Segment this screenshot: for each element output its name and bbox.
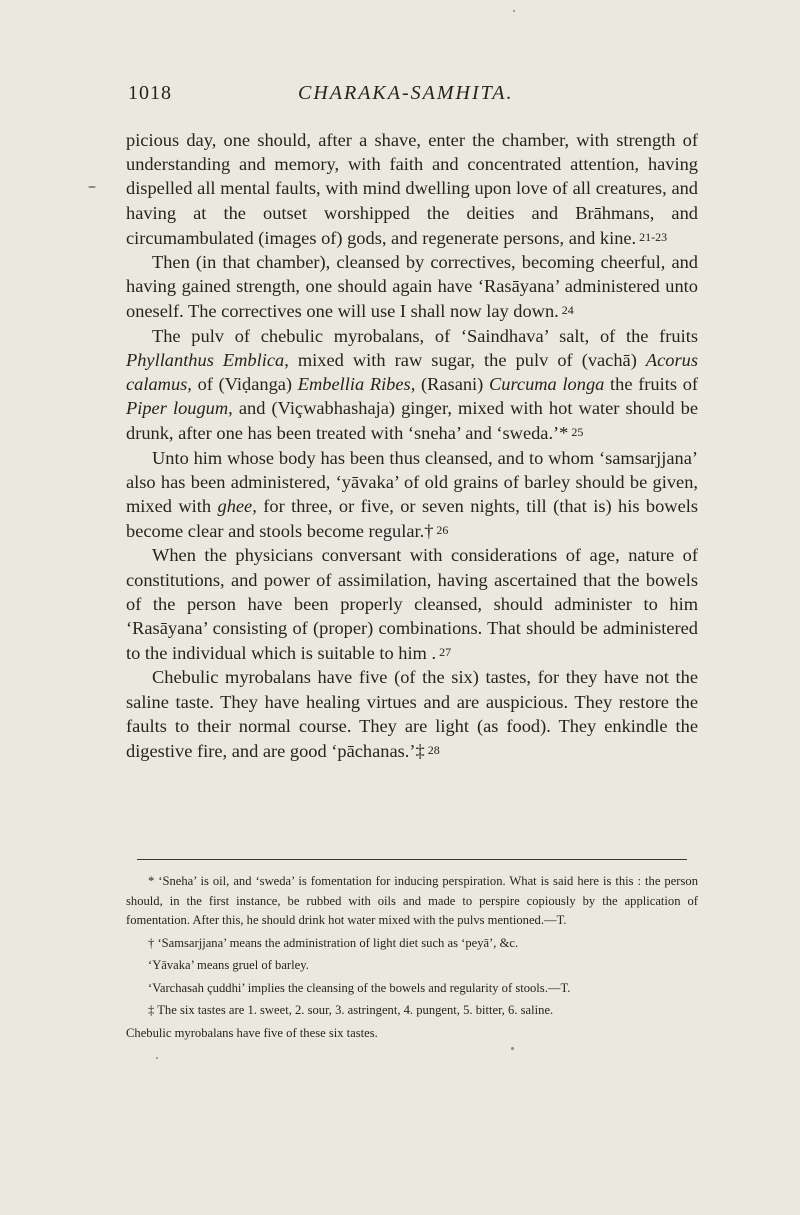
paragraph	[126, 543, 698, 665]
verse-number: 26	[436, 523, 449, 538]
paragraph	[126, 128, 698, 250]
verse-number: 21-23	[639, 229, 668, 244]
text-run: When the physicians conversant with considerations of age, nature of constitutions, and power of assimilation, having ascertained that the bowels of the person have been properly cleansed, should administer to him ‘Rasāyana’ consisting of (proper) combinations. That should be administered to the individual which is suitable to him .	[126, 545, 698, 664]
footnote: † ‘Samsarjjana’ means the administration of light diet such as ‘peyā’, &c.	[148, 935, 519, 950]
paper-speck	[88, 186, 96, 188]
text-run: for three, or five, or seven nights, till (that is) his bowels become clear and stools become regular.†	[126, 496, 698, 542]
text-run: the fruits of	[604, 374, 699, 395]
verse-number: 24	[561, 303, 574, 318]
paragraph	[126, 665, 698, 763]
verse-number: 25	[571, 425, 584, 440]
page-number: 1018	[128, 82, 172, 104]
verse-number: 28	[427, 743, 440, 758]
paragraph	[126, 446, 698, 544]
text-run: The pulv of chebulic myrobalans, of ‘Saindhava’ salt, of the fruits	[152, 325, 698, 346]
footnote-divider	[137, 859, 687, 860]
running-title: CHARAKA-SAMHITA.	[298, 82, 514, 104]
text-run: and (Viçwabhashaja) ginger, mixed with hot water should be drunk, after one has been treated with ‘sneha’ and ‘sweda.’*	[126, 398, 698, 444]
paragraph	[126, 250, 698, 324]
body-text	[126, 128, 698, 763]
italic-term: ghee,	[217, 496, 257, 517]
text-run: Chebulic myrobalans have five (of the six) tastes, for they have not the saline taste. They have healing virtues and are auspicious. They restore the faults to their normal course. They are light (as food). They enkindle the digestive fire, and are good ‘pāchanas.’‡	[126, 667, 698, 762]
italic-term: Piper lougum,	[126, 398, 233, 419]
footnote: ‘Yāvaka’ means gruel of barley.	[148, 958, 309, 972]
paragraph	[126, 324, 698, 446]
page-header	[128, 82, 698, 112]
italic-term: Curcuma longa	[488, 374, 605, 395]
footnotes	[126, 872, 698, 1046]
text-run: Then (in that chamber), cleansed by correctives, becoming cheerful, and having gained strength, one should again have ‘Rasāyana’ administered unto oneself. The correctives one will use I shall now lay down.	[126, 252, 698, 322]
text-run: of (Viḍanga)	[191, 374, 298, 395]
italic-term: Acorus calamus,	[126, 349, 698, 395]
italic-term: Embellia Ribes,	[297, 374, 416, 395]
paper-speck	[513, 10, 515, 12]
italic-term: Phyllanthus Emblica,	[126, 349, 289, 370]
text-run: mixed with raw sugar, the pulv of (vachā)	[288, 349, 646, 370]
paper-speck	[156, 1057, 158, 1059]
text-run: picious day, one should, after a shave, enter the chamber, with strength of understanding and memory, with faith and concentrated attention, having dispelled all mental faults, with mind dwelling upon love of all creatures, and having at the outset worshipped the deities and Brāhmans, and circumambulated (images of) gods, and regenerate persons, and kine.	[126, 130, 698, 248]
text-run: (Rasani)	[415, 374, 489, 395]
footnote: * ‘Sneha’ is oil, and ‘sweda’ is fomentation for inducing perspiration. What is said here is this : the person should, in the first instance, be rubbed with oils and made to perspire copiously by the application of fomentation. After this, he should drink hot water mixed with the pulvs mentioned.—T.	[126, 874, 698, 927]
footnote: Chebulic myrobalans have five of these six tastes.	[126, 1025, 378, 1040]
footnote: ‡ The six tastes are 1. sweet, 2. sour, 3. astringent, 4. pungent, 5. bitter, 6. saline.	[148, 1003, 554, 1017]
footnote: ‘Varchasah çuddhi’ implies the cleansing of the bowels and regularity of stools.—T.	[148, 980, 571, 995]
verse-number: 27	[439, 645, 452, 660]
paper-speck	[511, 1047, 514, 1050]
text-run: Unto him whose body has been thus cleansed, and to whom ‘samsarjjana’ also has been administered, ‘yāvaka’ of old grains of barley should be given, mixed with	[126, 447, 698, 517]
